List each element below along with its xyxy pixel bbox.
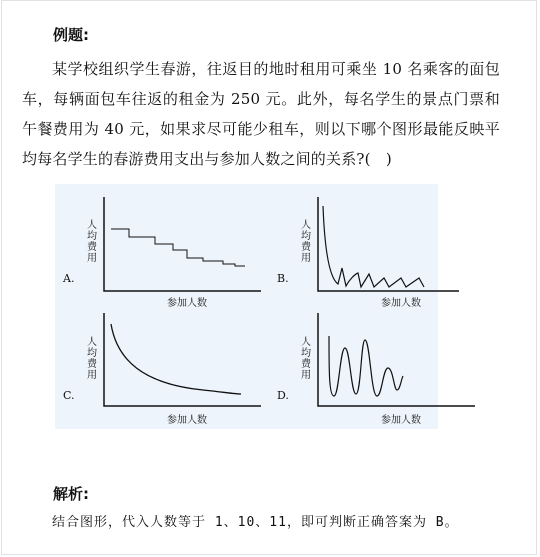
- option-c-label: C.: [63, 389, 75, 402]
- answer-options-figure: [55, 184, 438, 429]
- graph-d-curve: [329, 336, 403, 396]
- option-d-label: D.: [277, 389, 289, 402]
- option-b-label: B.: [277, 272, 289, 285]
- solution-text: 结合图形，代入人数等于 1、10、11，即可判断正确答案为 B。: [52, 515, 459, 530]
- graph-b: [317, 194, 477, 294]
- solution-heading: 解析:: [53, 485, 89, 503]
- graph-a-ylabel: 人均费用: [87, 220, 97, 264]
- graph-a-axes: [104, 197, 261, 291]
- graph-c-xlabel: 参加人数: [167, 415, 207, 426]
- graph-d-ylabel: 人均费用: [301, 337, 311, 381]
- option-a-label: A.: [63, 272, 75, 285]
- example-heading: 例题:: [53, 26, 89, 44]
- graph-c-curve: [111, 324, 241, 394]
- graph-b-xlabel: 参加人数: [381, 298, 421, 309]
- graph-b-curve: [323, 206, 424, 287]
- graph-a: [103, 194, 263, 294]
- graph-d: [317, 310, 477, 410]
- graph-d-xlabel: 参加人数: [381, 415, 421, 426]
- graph-c: [103, 310, 263, 410]
- graph-b-ylabel: 人均费用: [301, 220, 311, 264]
- graph-a-curve: [111, 229, 245, 266]
- graph-a-xlabel: 参加人数: [167, 298, 207, 309]
- graph-b-axes: [318, 197, 459, 291]
- graph-c-ylabel: 人均费用: [87, 337, 97, 381]
- problem-text: 某学校组织学生春游，往返目的地时租用可乘坐 10 名乘客的面包车，每辆面包车往返的租金为 250 元。此外，每名学生的景点门票和午餐费用为 40 元，如果求尽可能少租车，则以下哪个图形最能反映平均每名学生的春游费用支出与参加人数之间的关系?( ): [22, 60, 500, 168]
